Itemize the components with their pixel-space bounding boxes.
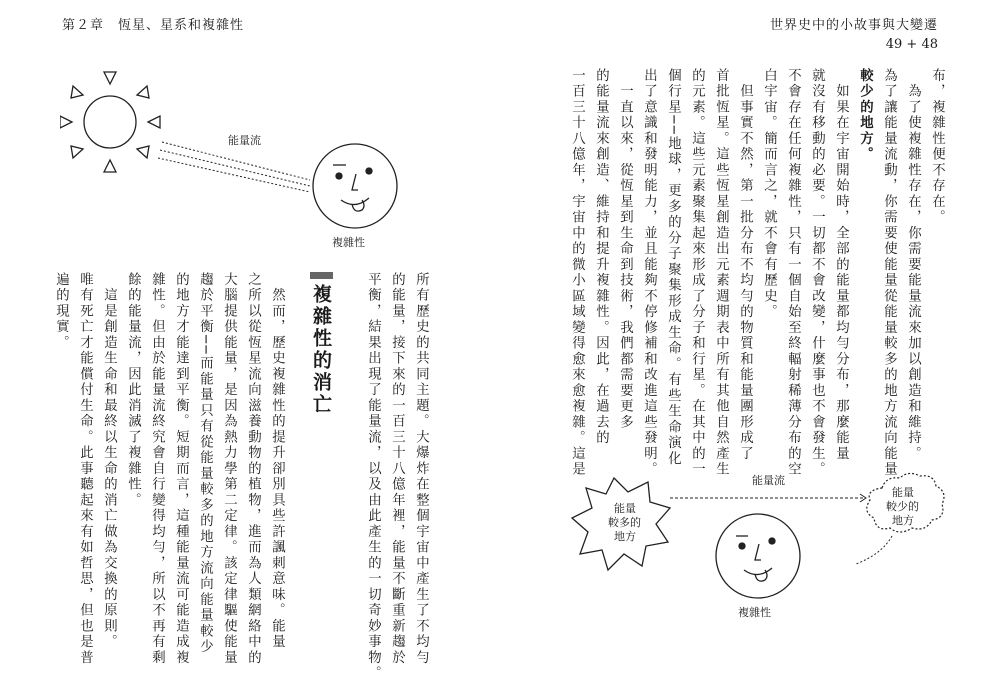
section-heading: 複雜性的消亡 [308,272,335,416]
left-diagram [60,70,420,270]
text-column: 這是創造生命和最終以生命的消亡做為交換的原則。 [101,272,117,650]
text-column: 就沒有移動的必要。一切都不會改變，什麼事也不會發生。 [809,68,825,478]
book-title-header [770,14,938,52]
right-diagram [570,470,950,630]
text-column: 的地方才能達到平衡。短期而言，這種能量流可能造成複 [173,272,189,666]
energy-flow-arrow [670,494,866,502]
text-column: 遍的現實。 [53,272,69,351]
right-face-label: 複雜性 [738,606,771,619]
text-column: 唯有死亡才能償付生命。此事聽起來有如哲思，但也是普 [77,272,93,666]
text-column: 趨於平衡──而能量只有從能量較多的地方流向能量較少 [197,272,213,656]
text-column: 如果在宇宙開始時，全部的能量都均勻分布，那麼能量 [833,68,849,462]
text-column: 為了讓能量流動，你需要使能量從能量較多的地方流向能量 [881,68,897,478]
text-column: 布，複雜性便不存在。 [929,68,945,226]
text-column: 但事實不然，第一批分布不均勻的物質和能量團形成了 [737,68,753,462]
text-column: 之所以從恆星流向滋養動物的植物，進而為人類網絡中的 [245,272,261,666]
sink-label-2: 較少的 [886,500,919,513]
text-column: 為了使複雜性存在，你需要能量流來加以創造和維持。 [905,68,921,462]
source-label-2: 較多的 [608,516,641,529]
sun-icon [60,72,160,172]
sink-label-1: 能量 [892,486,914,499]
text-column: 一直以來，從恆星到生命到技術，我們都需要更多 [617,68,633,431]
text-column: 出了意識和發明能力，並且能夠不停修補和改進這些發明。 [641,68,657,478]
left-face-label: 複雜性 [332,236,365,249]
source-label-1: 能量 [614,502,636,515]
chapter-header: 第２章 恆星、星系和複雜性 [62,18,245,33]
text-column: 一百三十八億年，宇宙中的微小區域變得愈來愈複雜。這是 [569,68,585,478]
text-column-bold: 較少的地方。 [857,68,874,163]
right-flow-label: 能量流 [752,474,785,487]
page-numbers: 49 + 48 [885,37,938,52]
text-column: 個行星──地球，更多的分子聚集形成生命。有些生命演化 [665,68,681,467]
text-column: 首批恆星。這些恆星創造出元素週期表中所有其他自然產生 [713,68,729,478]
source-label-3: 地方 [614,530,636,543]
text-column: 白宇宙。簡而言之，就不會有歷史。 [761,68,777,320]
energy-flow-arrows [158,142,310,192]
text-column: 然而，歷史複雜性的提升卻別具些許諷刺意味。能量 [269,272,285,650]
text-column: 的元素。這些元素聚集起來形成了分子和行星。在其中的一 [689,68,705,478]
text-column: 不會存在任何複雜性，只有一個自始至終輻射稀薄分布的空 [785,68,801,478]
text-column: 雜性。但由於能量流終究會自行變得均勻，所以不再有剩 [149,272,165,666]
text-column: 大腦提供能量，是因為熱力學第二定律。該定律驅使能量 [221,272,237,666]
text-column: 的能量，接下來的一百三十八億年裡，能量不斷重新趨於 [389,272,405,666]
book-title: 世界史中的小故事與大變遷 [769,18,938,33]
face-icon [313,144,397,228]
text-column: 的能量流來創造、維持和提升複雜性。因此，在過去的 [593,68,609,446]
dotted-path [856,536,892,564]
text-column: 餘的能量流，因此消滅了複雜性。 [125,272,141,509]
text-column: 所有歷史的共同主題。大爆炸在整個宇宙中產生了不均勻 [413,272,429,666]
text-column: 平衡，結果出現了能量流，以及由此產生的一切奇妙事物。 [365,272,381,682]
left-flow-label: 能量流 [228,134,261,147]
face-icon [716,514,800,598]
sink-label-3: 地方 [892,514,914,527]
